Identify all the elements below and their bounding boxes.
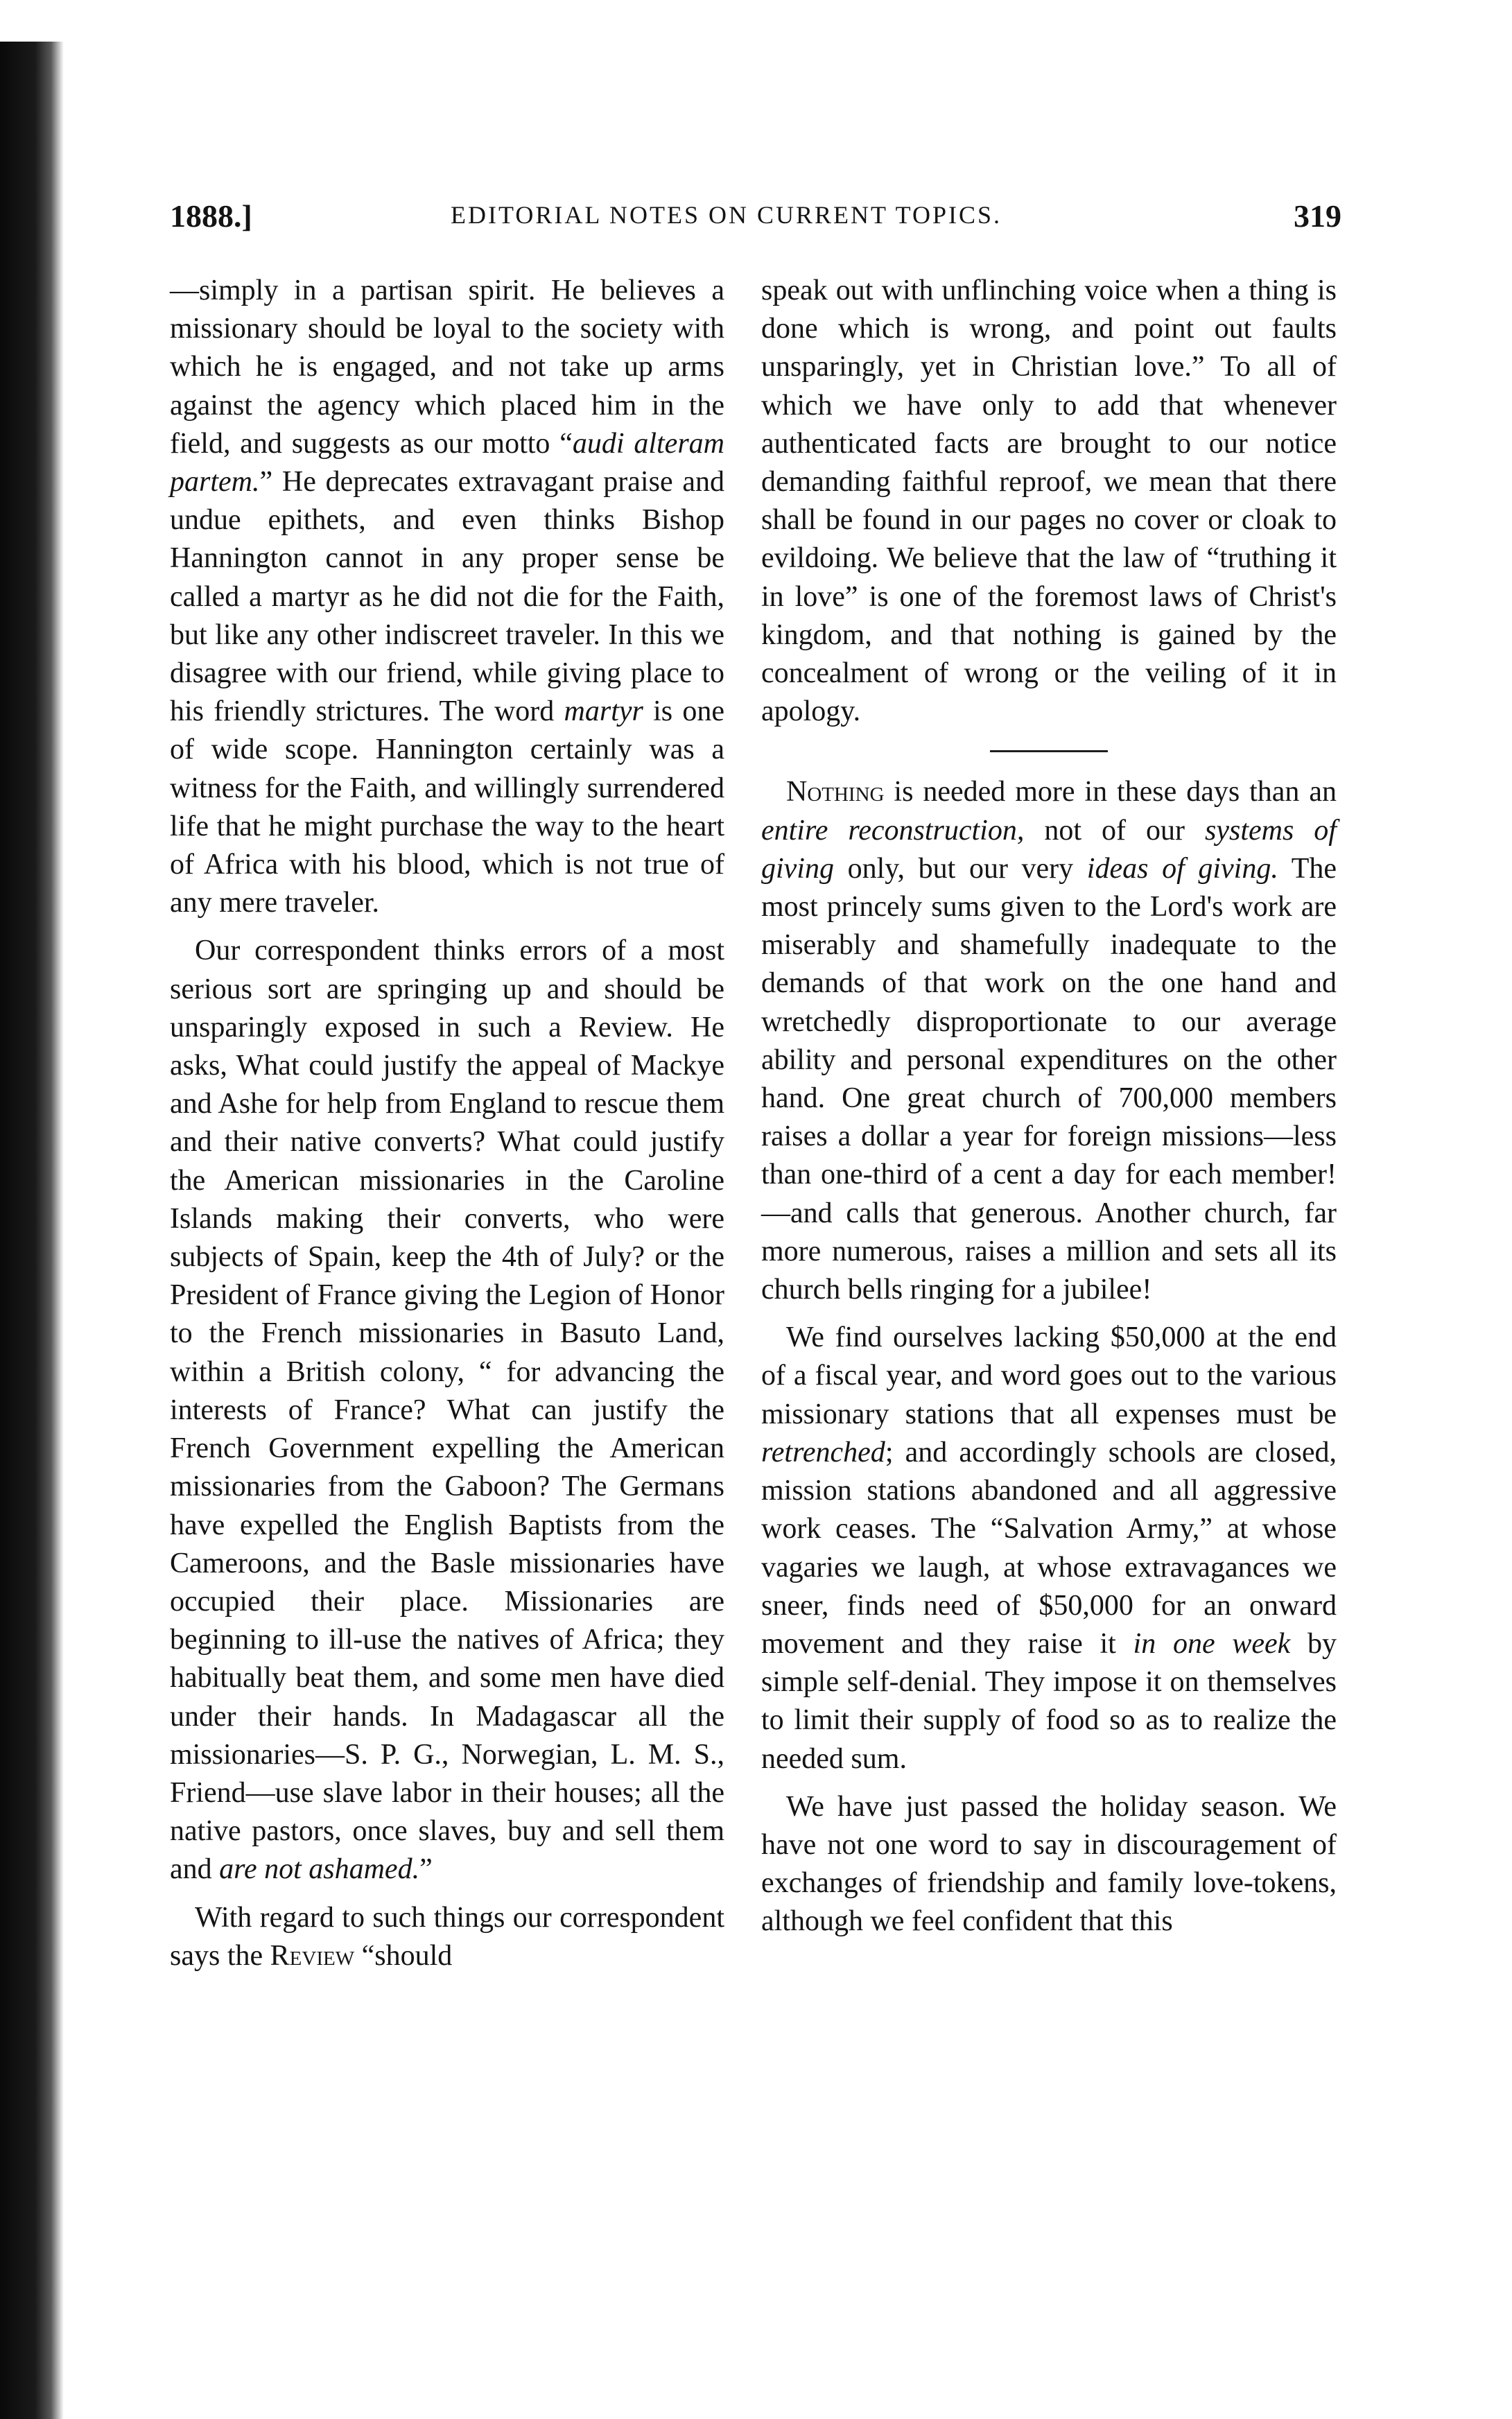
book-spine-shadow <box>0 42 64 2419</box>
section-divider <box>990 750 1108 752</box>
left-column <box>170 272 724 1975</box>
right-column <box>761 272 1337 1941</box>
right-paragraph-1: speak out with unflinching voice when a thing is done which is wrong, and point out faults unsparingly, yet in Christian love.” To all of which we have only to add that whenever authenticated facts are brought to our notice demanding faithful reproof, we mean that there shall be found in our pages no cover or cloak to evildoing. We believe that the law of “truthing it in love” is one of the foremost laws of Christ's kingdom, and that nothing is gained by the concealment of wrong or the veiling of it in apology. <box>761 275 1337 728</box>
right-paragraph-3: We find ourselves lacking $50,000 at the end of a fiscal year, and word goes out to the various missionary stations that all expenses must be retrenched; and accordingly schools are closed, mission stations abandoned and all aggressive work ceases. The “Salvation Army,” at whose vagaries we laugh, at whose extravagances we sneer, finds need of $50,000 for an onward movement and they raise it in one week by simple self-denial. They impose it on themselves to limit their supply of food so as to realize the needed sum. <box>761 1321 1337 1775</box>
page-header <box>170 198 1341 246</box>
right-paragraph-4: We have just passed the holiday season. We have not one word to say in discouragement of exchanges of friendship and family love-tokens, although we feel confident that this <box>761 1790 1337 1938</box>
page-number: 319 <box>1294 198 1341 234</box>
header-year: 1888.] <box>170 198 252 234</box>
right-paragraph-2: Nothing is needed more in these days than an entire reconstruction, not of our systems of giving only, but our very ideas of giving. The most princely sums given to the Lord's work are miserably and shamefully inadequate to the demands of that work on the one hand and wretchedly disproportionate to our average ability and personal expenditures on the other hand. One great church of 700,000 members raises a dollar a year for foreign missions—less than one-third of a cent a day for each member!—and calls that generous. Another church, far more numerous, raises a million and sets all its church bells ringing for a jubilee! <box>761 776 1337 1306</box>
left-paragraph-3: With regard to such things our correspondent says the Review “should <box>170 1901 724 1972</box>
left-paragraph-2: Our correspondent thinks errors of a most serious sort are springing up and should be unsparingly exposed in such a Review. He asks, What could justify the appeal of Mackye and Ashe for help from England to rescue them and their native converts? What could justify the American missionaries in the Caroline Islands making their converts, who were subjects of Spain, keep the 4th of July? or the President of France giving the Legion of Honor to the French missionaries in Basuto Land, within a British colony, “ for advancing the interests of France? What can justify the French Government expelling the American missionaries from the Gaboon? The Germans have expelled the English Baptists from the Cameroons, and the Basle missionaries have occupied their place. Missionaries are beginning to ill-use the natives of Africa; they habitually beat them, and some men have died under their hands. In Madagascar all the missionaries—S. P. G., Norwegian, L. M. S., Friend—use slave labor in their houses; all the native pastors, once slaves, buy and sell them and are not ashamed.” <box>170 935 724 1886</box>
running-title: EDITORIAL NOTES ON CURRENT TOPICS. <box>451 201 1002 229</box>
left-paragraph-1: —simply in a partisan spirit. He believes a missionary should be loyal to the society with which he is engaged, and not take up arms against the agency which placed him in the field, and suggests as our motto “audi alteram partem.” He deprecates extravagant praise and undue epithets, and even thinks Bishop Hannington cannot in any proper sense be called a martyr as he did not die for the Faith, but like any other indiscreet traveler. In this we disagree with our friend, while giving place to his friendly strictures. The word martyr is one of wide scope. Hannington certainly was a witness for the Faith, and willingly surrendered life that he might purchase the way to the heart of Africa with his blood, which is not true of any mere traveler. <box>170 275 725 919</box>
